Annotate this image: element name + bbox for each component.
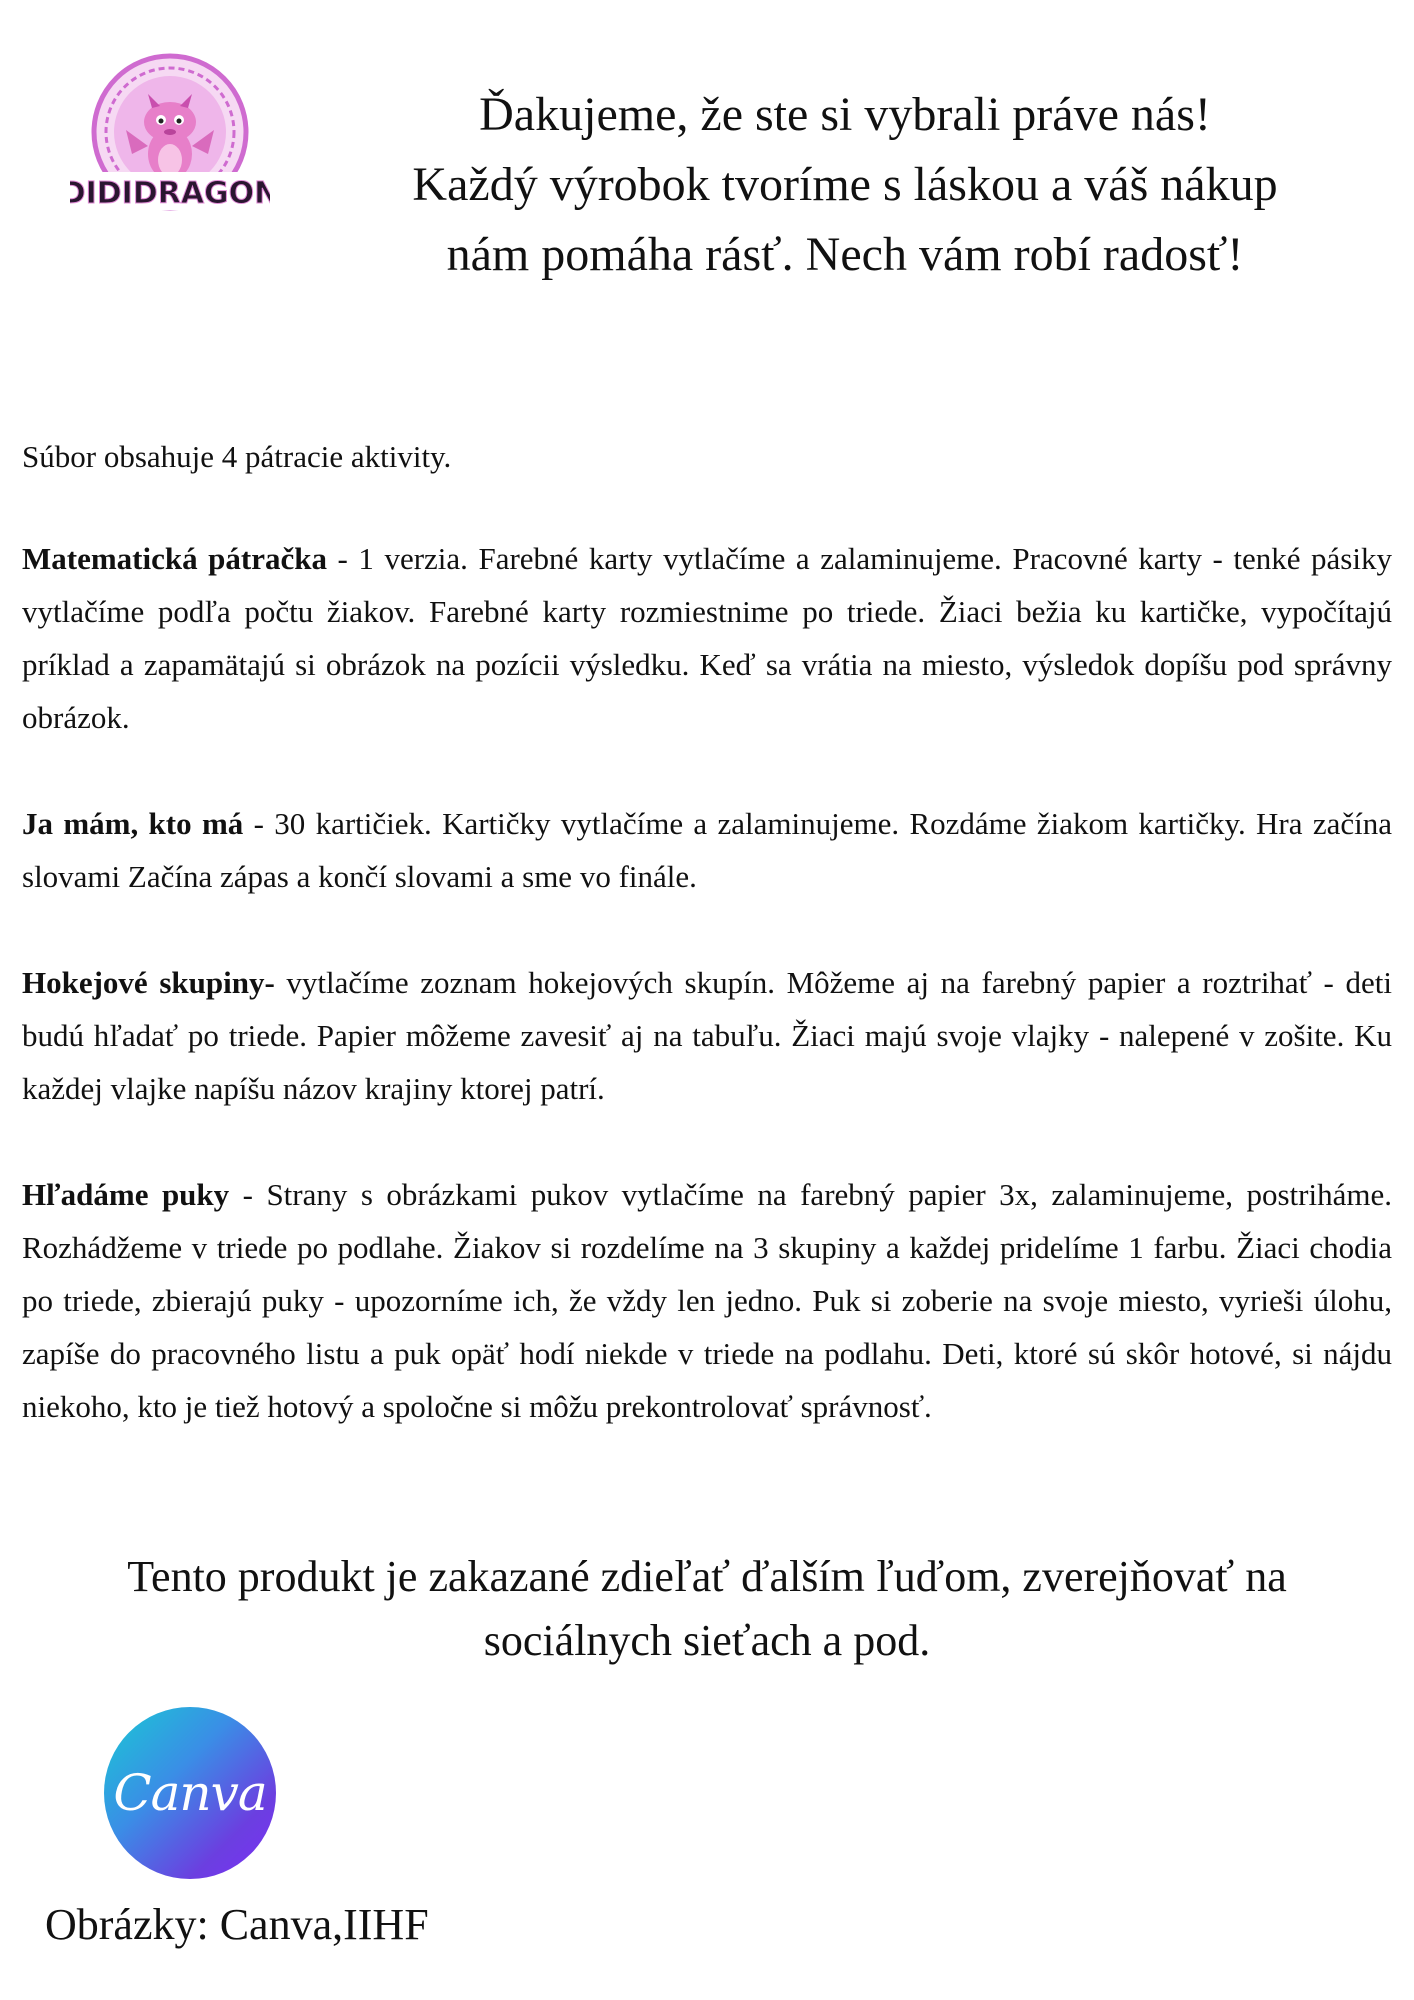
header-message — [330, 80, 1360, 290]
dididragon-logo — [70, 50, 270, 220]
dragon-logo-icon — [70, 50, 270, 220]
notice-line-2: sociálnych sieťach a pod. — [483, 1616, 931, 1665]
copyright-notice — [22, 1545, 1392, 1673]
section-term: Hokejové skupiny- — [22, 965, 275, 1000]
section-matematicka-patracka — [22, 532, 1392, 744]
section-term: Ja mám, kto má — [22, 806, 244, 841]
header-line-1: Ďakujeme, že ste si vybrali práve nás! — [479, 88, 1211, 141]
section-ja-mam-kto-ma — [22, 797, 1392, 903]
section-text: - 1 verzia. Farebné karty vytlačíme a zalaminujeme. Pracovné karty - tenké pásiky vytlačíme podľa počtu žiakov. Farebné karty rozmiestnime po triede. Žiaci bežia ku kartičke, vypočítajú príklad a zapamätajú si obrázok na pozícii výsledku. Keď sa vrátia na miesto, výsledok dopíšu pod správny obrázok. — [22, 541, 1392, 735]
section-text: vytlačíme zoznam hokejových skupín. Môžeme aj na farebný papier a roztrihať - deti budú hľadať po triede. Papier môžeme zavesiť aj na tabuľu. Žiaci majú svoje vlajky - nalepené v zošite. Ku každej vlajke napíšu názov krajiny ktorej patrí. — [22, 965, 1392, 1106]
section-hladame-puky — [22, 1168, 1392, 1433]
logo-text: DIDIDRAGON — [70, 176, 270, 211]
section-term: Matematická pátračka — [22, 541, 327, 576]
section-text: - Strany s obrázkami pukov vytlačíme na farebný papier 3x, zalaminujeme, postriháme. Rozhádžeme v triede po podlahe. Žiakov si rozdelíme na 3 skupiny a každej pridelíme 1 farbu. Žiaci chodia po triede, zbierajú puky - upozorníme ich, že vždy len jedno. Puk si zoberie na svoje miesto, vyrieši úlohu, zapíše do pracovného listu a puk opäť hodí niekde v triede na podlahu. Deti, ktoré sú skôr hotové, si nájdu niekoho, kto je tiež hotový a spoločne si môžu prekontrolovať správnosť. — [22, 1177, 1392, 1424]
header-line-3: nám pomáha rásť. Nech vám robí radosť! — [446, 228, 1244, 281]
canva-logo-text: Canva — [113, 1764, 267, 1822]
section-text: - 30 kartičiek. Kartičky vytlačíme a zalaminujeme. Rozdáme žiakom kartičky. Hra začína slovami Začína zápas a končí slovami a sme vo finále. — [22, 806, 1392, 894]
activity-sections — [22, 532, 1392, 1486]
section-term: Hľadáme puky — [22, 1177, 230, 1212]
intro-text: Súbor obsahuje 4 pátracie aktivity. — [22, 439, 452, 474]
section-hokejove-skupiny — [22, 956, 1392, 1115]
header-line-2: Každý výrobok tvoríme s láskou a váš nákup — [412, 158, 1278, 211]
canva-logo — [104, 1707, 276, 1879]
image-credits: Obrázky: Canva,IIHF — [45, 1900, 429, 1949]
notice-line-1: Tento produkt je zakazané zdieľať ďalším ľuďom, zverejňovať na — [127, 1552, 1287, 1601]
